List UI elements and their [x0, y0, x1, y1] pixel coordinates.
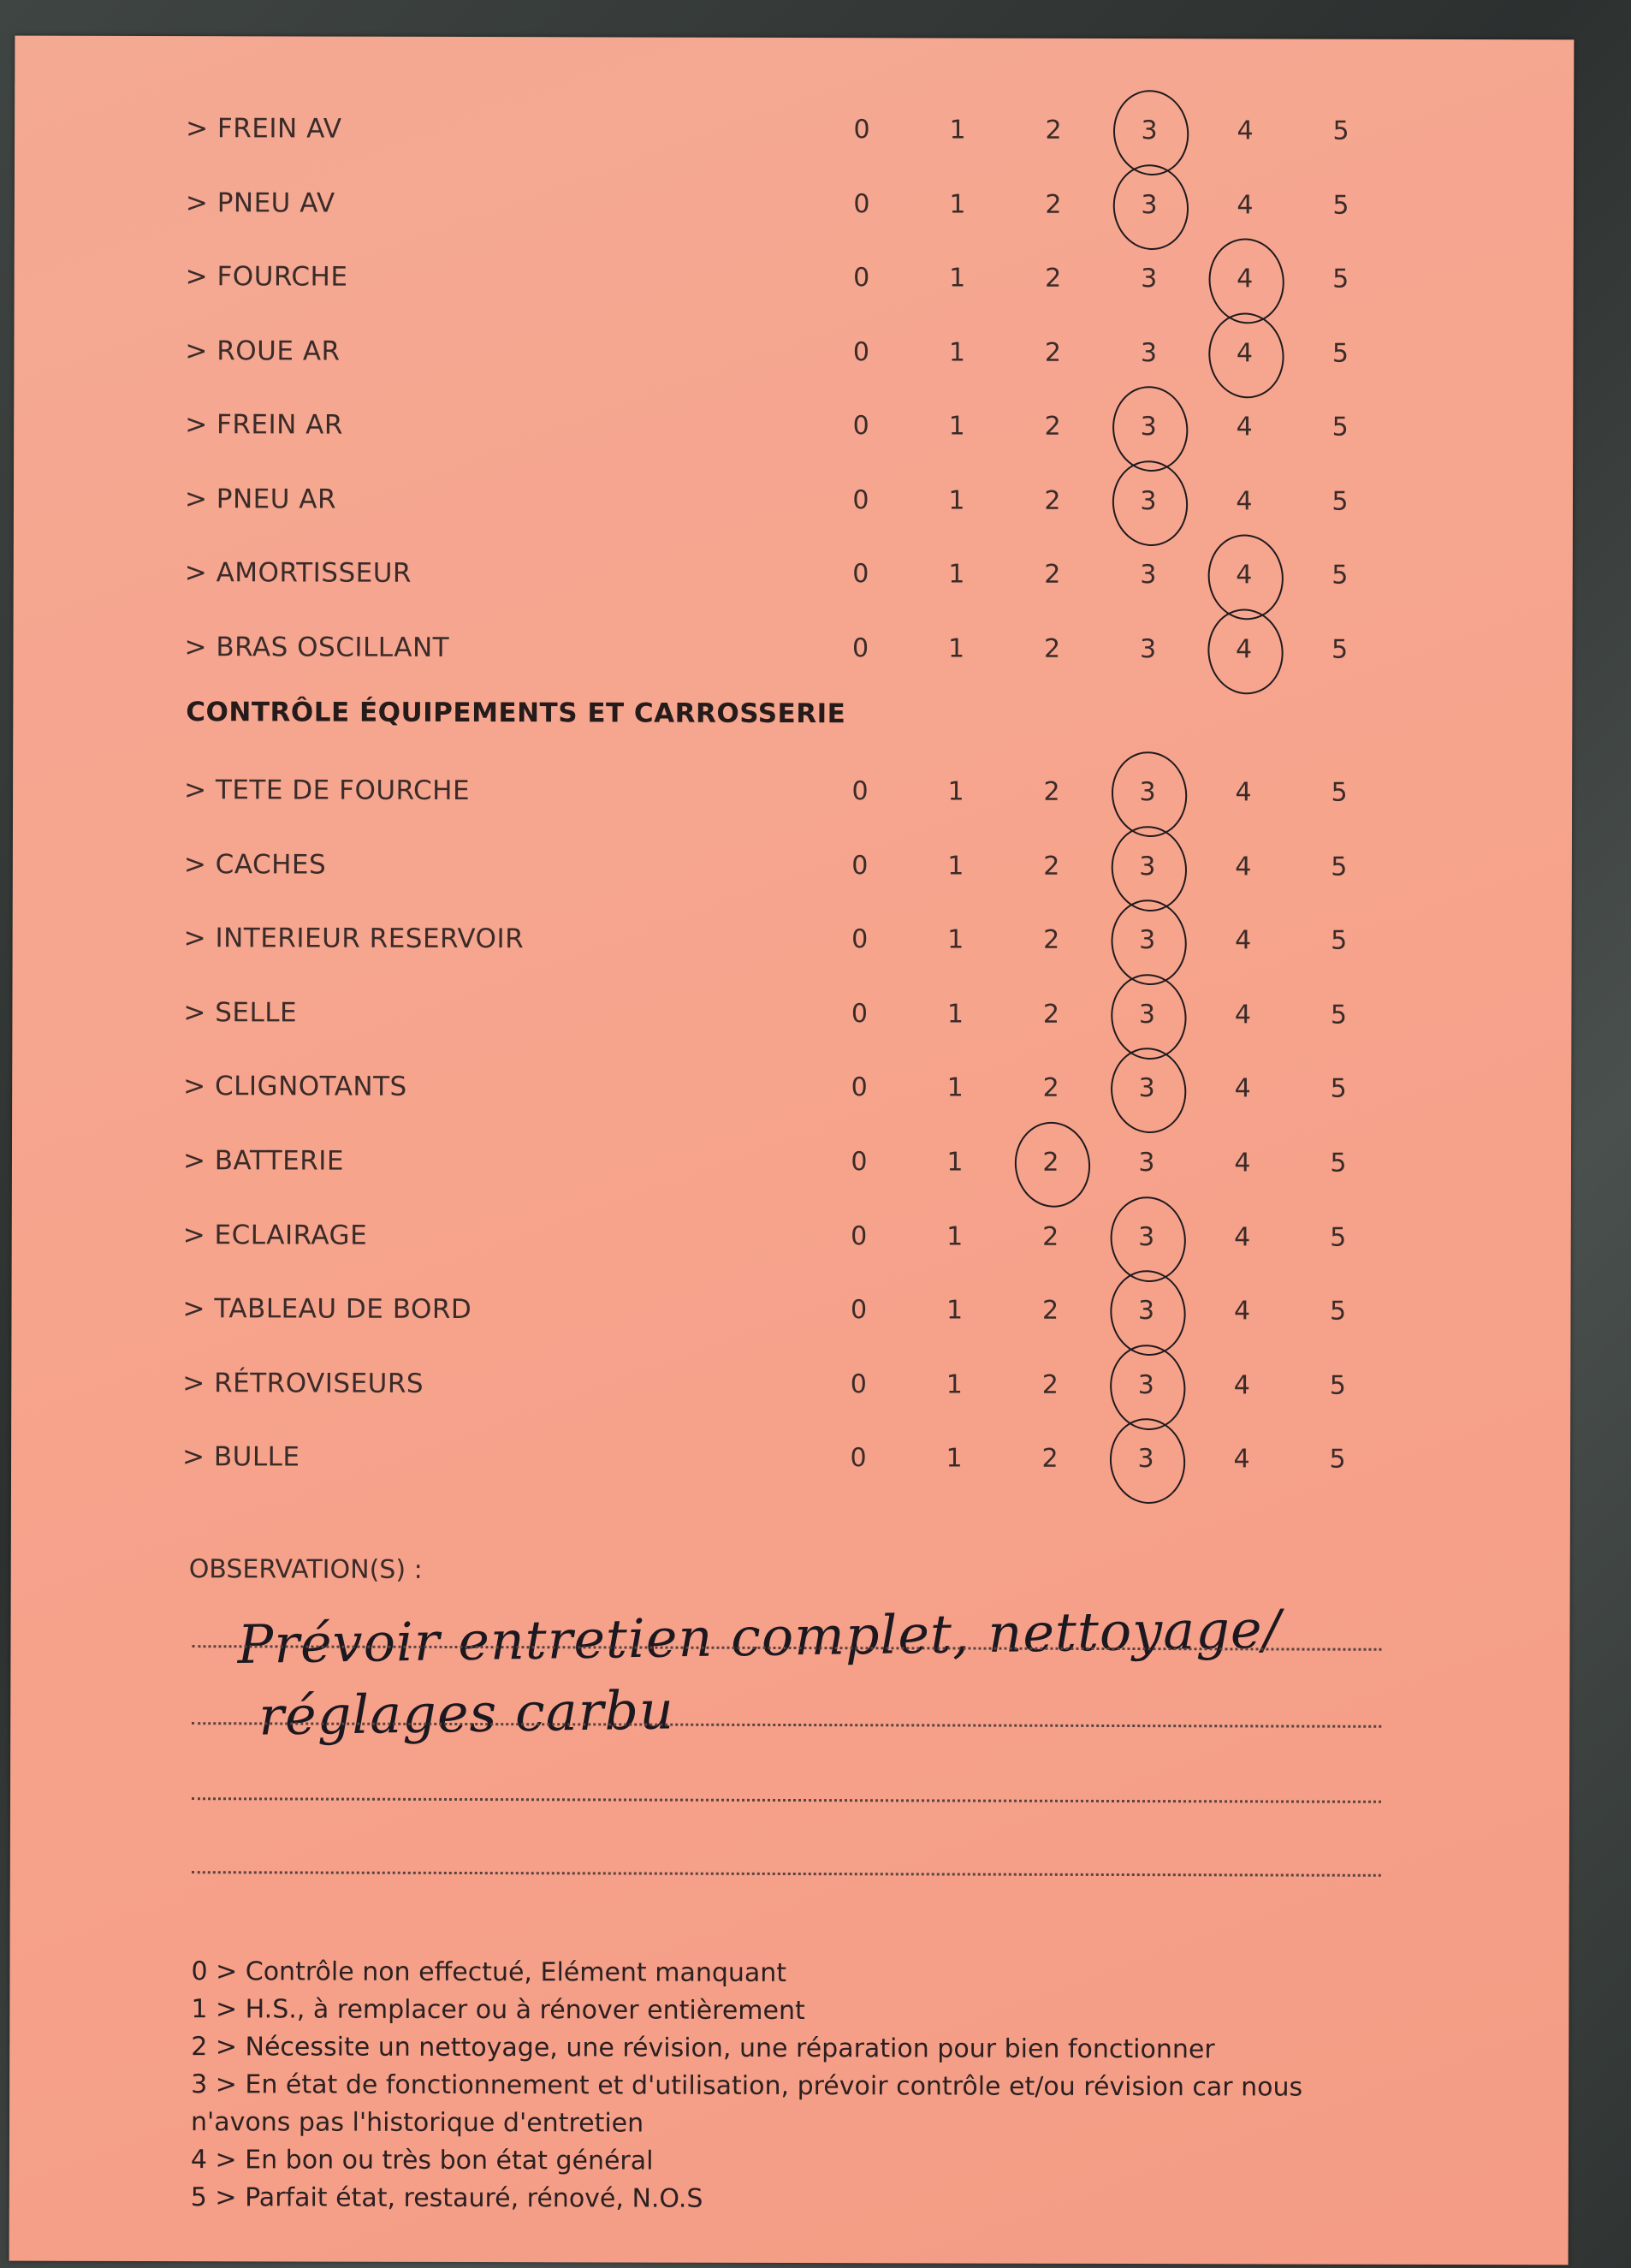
checklist-item-label: > INTERIEUR RESERVOIR: [183, 923, 525, 955]
score-option: 3: [1138, 999, 1156, 1030]
legend-item: 4 > En bon ou très bon état général: [190, 2145, 654, 2176]
score-option: 4: [1235, 633, 1253, 664]
score-option: 2: [1045, 189, 1062, 220]
inspection-sheet: [9, 36, 1575, 2265]
checklist-item-label: > BATTERIE: [182, 1145, 345, 1177]
score-option: 3: [1140, 485, 1157, 516]
score-option: 3: [1137, 1296, 1155, 1327]
legend-item: 0 > Contrôle non effectué, Elément manquant: [191, 1956, 787, 1988]
checklist-row: [11, 1433, 1570, 1488]
score-option: 5: [1331, 852, 1348, 882]
score-option: 4: [1234, 1221, 1251, 1252]
score-option: 0: [851, 1072, 868, 1103]
score-option: 1: [946, 1369, 963, 1400]
score-option: 4: [1235, 851, 1252, 882]
score-option: 0: [851, 924, 869, 955]
score-option: 0: [850, 1369, 867, 1400]
score-option: 4: [1234, 1148, 1251, 1179]
score-option: 4: [1235, 777, 1252, 808]
score-option: 5: [1331, 634, 1349, 665]
score-option: 3: [1138, 1148, 1155, 1179]
observations-label: OBSERVATION(S) :: [188, 1554, 423, 1585]
score-option: 3: [1141, 264, 1158, 294]
checklist-row: [13, 914, 1572, 970]
score-option: 2: [1041, 1444, 1059, 1475]
legend-item: 3 > En état de fonctionnement et d'utilisation, prévoir contrôle et/ou révision car nous n'avons pas l'historique d'entretien: [190, 2069, 1303, 2139]
checklist-item-label: > BRAS OSCILLANT: [184, 631, 450, 663]
score-option: 1: [946, 1295, 964, 1326]
checklist-item-label: > TETE DE FOURCHE: [184, 775, 471, 807]
score-option: 2: [1042, 1073, 1059, 1104]
score-option: 2: [1045, 115, 1062, 145]
score-option: 3: [1139, 925, 1156, 956]
score-option: 0: [850, 1295, 868, 1326]
score-option: 1: [947, 851, 964, 882]
score-option: 0: [851, 1220, 868, 1251]
score-option: 2: [1043, 776, 1060, 807]
score-option: 5: [1332, 190, 1349, 221]
score-option: 3: [1141, 189, 1158, 220]
score-option: 4: [1236, 412, 1253, 442]
score-option: 4: [1237, 116, 1254, 146]
handwritten-observation-line-1: Prévoir entretien complet, nettoyage/: [237, 1597, 1282, 1676]
score-option: 2: [1043, 851, 1060, 882]
legend-item: 2 > Nécessite un nettoyage, une révision, une réparation pour bien fonctionner: [191, 2032, 1215, 2065]
score-option: 0: [853, 263, 870, 294]
score-option: 1: [946, 1221, 964, 1252]
handwritten-circle-mark: [1107, 159, 1194, 254]
score-option: 1: [949, 188, 966, 220]
score-option: 4: [1236, 485, 1253, 516]
handwritten-circle-mark: [1203, 307, 1290, 402]
score-option: 5: [1330, 1000, 1348, 1030]
score-option: 1: [947, 924, 964, 955]
legend-item: 1 > H.S., à remplacer ou à rénover entièrement: [191, 1994, 805, 2027]
score-option: 5: [1331, 777, 1348, 808]
score-option: 0: [851, 776, 869, 807]
score-option: 5: [1331, 560, 1349, 591]
score-option: 3: [1140, 560, 1157, 591]
score-option: 4: [1237, 189, 1254, 220]
score-option: 1: [946, 999, 964, 1030]
score-option: 4: [1233, 1370, 1250, 1401]
score-option: 0: [852, 559, 869, 590]
score-option: 1: [948, 484, 965, 516]
score-option: 3: [1137, 1369, 1154, 1400]
score-option: 0: [853, 115, 870, 145]
checklist-row: [11, 1285, 1570, 1340]
score-option: 5: [1330, 1074, 1347, 1105]
checklist-row: [11, 1358, 1570, 1414]
checklist-item-label: > TABLEAU DE BORD: [182, 1293, 472, 1326]
score-option: 1: [947, 632, 965, 664]
score-option: 5: [1329, 1296, 1347, 1327]
handwritten-circle-mark: [1105, 1414, 1191, 1509]
score-option: 1: [947, 776, 964, 807]
score-option: 3: [1139, 777, 1156, 808]
score-option: 3: [1140, 412, 1157, 442]
checklist-row: [12, 988, 1571, 1043]
checklist-item-label: > AMORTISSEUR: [184, 557, 412, 589]
score-option: 0: [851, 850, 869, 881]
score-option: 5: [1330, 1222, 1347, 1253]
checklist-item-label: > PNEU AR: [184, 483, 337, 515]
checklist-row: [15, 252, 1574, 308]
score-option: 2: [1041, 1369, 1059, 1400]
score-option: 1: [949, 263, 966, 294]
score-option: 1: [948, 559, 965, 590]
checklist-item-label: > CLIGNOTANTS: [183, 1071, 407, 1103]
checklist-row: [14, 326, 1573, 382]
score-option: 2: [1045, 263, 1062, 294]
score-option: 0: [852, 411, 869, 442]
score-option: 4: [1234, 1000, 1252, 1030]
checklist-row: [15, 178, 1574, 234]
score-option: 5: [1332, 264, 1349, 294]
checklist-row: [14, 474, 1573, 530]
checklist-item-label: > ROUE AR: [185, 335, 341, 367]
score-option: 1: [946, 1072, 964, 1103]
score-option: 2: [1043, 633, 1061, 664]
score-option: 4: [1237, 264, 1254, 294]
checklist-row: [13, 622, 1572, 678]
score-option: 0: [851, 998, 869, 1030]
mechanical-checklist: [15, 36, 1574, 665]
checklist-item-label: > ECLAIRAGE: [182, 1219, 368, 1251]
score-option: 5: [1331, 486, 1349, 517]
score-option: 1: [948, 336, 966, 368]
score-option: 4: [1236, 337, 1254, 368]
score-option: 0: [851, 632, 869, 663]
score-option: 5: [1330, 1148, 1347, 1179]
checklist-item-label: > FREIN AR: [185, 409, 343, 441]
score-option: 4: [1235, 925, 1252, 956]
score-option: 2: [1041, 1295, 1059, 1327]
checklist-item-label: > FREIN AV: [186, 113, 342, 145]
score-option: 2: [1044, 411, 1061, 442]
score-option: 3: [1140, 337, 1158, 368]
score-option: 5: [1329, 1445, 1346, 1475]
checklist-item-label: > SELLE: [183, 996, 298, 1029]
checklist-item-label: > CACHES: [183, 848, 327, 881]
section-title: CONTRÔLE ÉQUIPEMENTS ET CARROSSERIE: [186, 697, 846, 730]
handwritten-circle-mark: [1202, 603, 1289, 698]
checklist-row: [14, 549, 1573, 604]
checklist-row: [15, 104, 1574, 160]
handwritten-observation-line-2: réglages carbu: [258, 1678, 675, 1748]
checklist-row: [12, 1210, 1571, 1266]
score-option: 4: [1234, 1073, 1251, 1104]
checklist-item-label: > RÉTROVISEURS: [182, 1367, 424, 1399]
score-option: 1: [948, 411, 965, 442]
score-option: 2: [1043, 924, 1060, 956]
score-option: 5: [1331, 338, 1349, 369]
checklist-row: [14, 401, 1573, 456]
score-option: 1: [946, 1443, 963, 1474]
score-option: 3: [1138, 1073, 1155, 1104]
score-option: 2: [1044, 559, 1061, 590]
score-option: 1: [946, 1147, 964, 1178]
handwritten-circle-mark: [1010, 1117, 1096, 1212]
score-option: 0: [851, 1147, 868, 1178]
score-option: 0: [852, 336, 870, 367]
score-option: 5: [1331, 925, 1348, 956]
score-option: 3: [1137, 1444, 1154, 1475]
rating-legend: [191, 1953, 1407, 2220]
score-option: 3: [1141, 116, 1158, 146]
legend-item: 5 > Parfait état, restauré, rénové, N.O.S: [190, 2182, 703, 2214]
checklist-row: [12, 1062, 1571, 1118]
score-option: 4: [1233, 1444, 1250, 1475]
score-option: 4: [1233, 1296, 1251, 1327]
score-option: 5: [1329, 1370, 1346, 1401]
score-option: 0: [852, 484, 869, 515]
score-option: 4: [1236, 560, 1253, 591]
handwritten-circle-mark: [1107, 455, 1194, 550]
observation-line: [192, 1797, 1381, 1803]
checklist-item-label: > PNEU AV: [185, 187, 335, 219]
score-option: 1: [949, 115, 966, 145]
score-option: 3: [1139, 851, 1156, 882]
checklist-item-label: > FOURCHE: [185, 261, 348, 293]
handwritten-circle-mark: [1106, 1043, 1192, 1138]
score-option: 2: [1044, 337, 1062, 368]
score-option: 0: [853, 188, 870, 219]
checklist-item-label: > BULLE: [182, 1441, 300, 1473]
score-option: 3: [1139, 633, 1157, 664]
checklist-row: [13, 766, 1572, 822]
score-option: 5: [1332, 116, 1349, 146]
checklist-row: [13, 840, 1572, 895]
checklist-row: [12, 1137, 1571, 1192]
observation-line: [192, 1871, 1381, 1877]
score-option: 2: [1042, 999, 1060, 1030]
score-option: 3: [1138, 1221, 1155, 1252]
score-option: 2: [1044, 485, 1061, 516]
score-option: 0: [850, 1443, 867, 1474]
score-option: 2: [1042, 1221, 1059, 1252]
score-option: 2: [1042, 1147, 1059, 1178]
score-option: 5: [1331, 412, 1349, 442]
